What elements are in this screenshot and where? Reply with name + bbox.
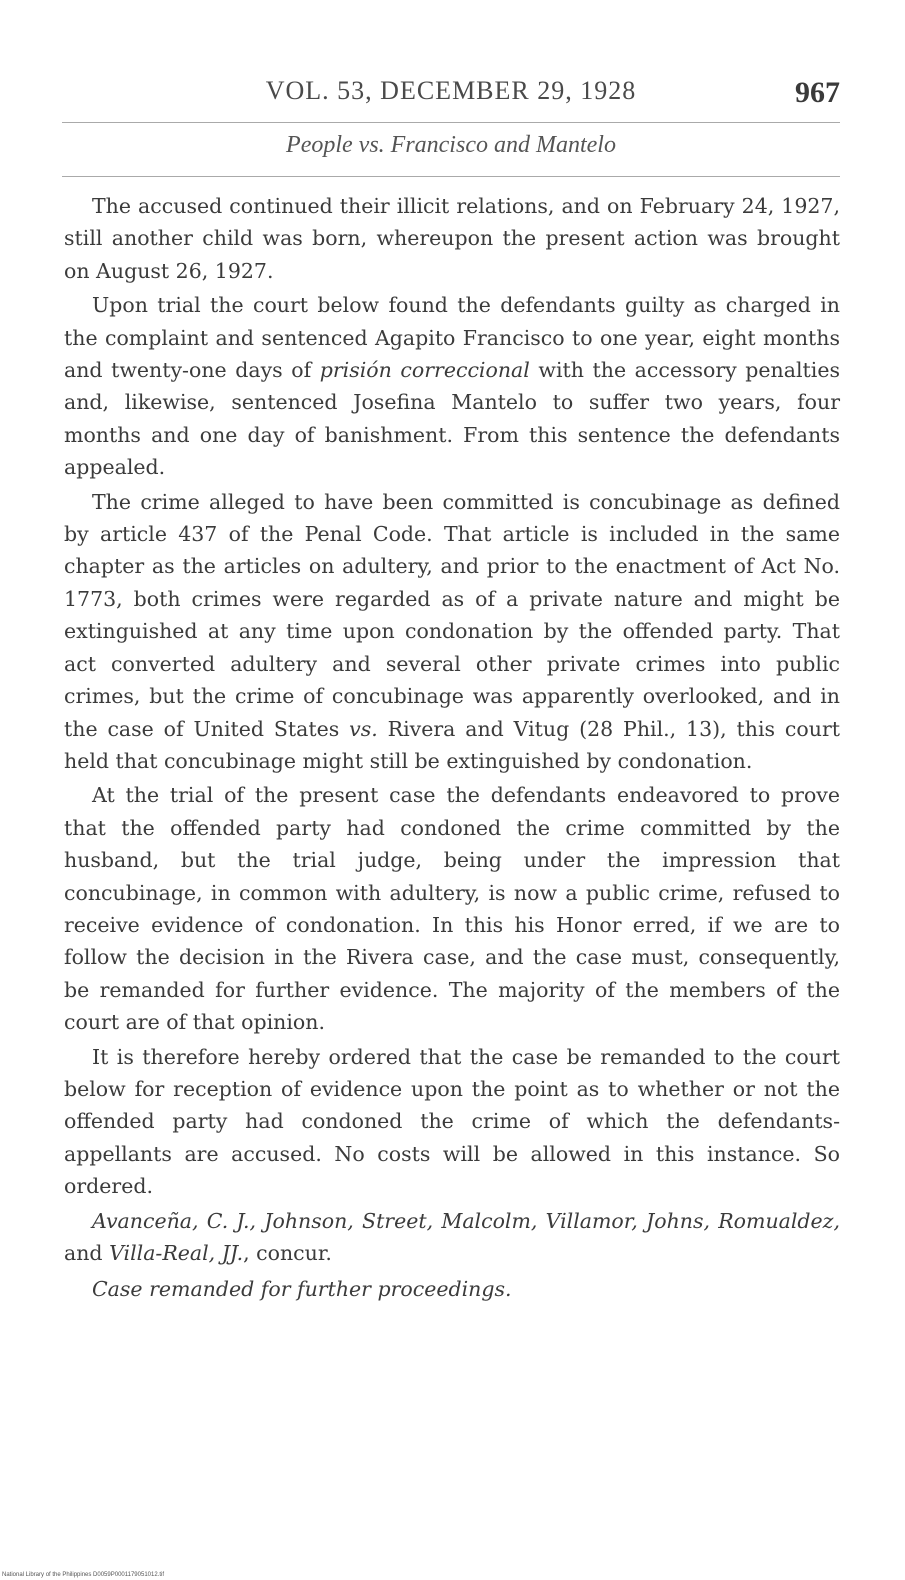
paragraph-3: The crime alleged to have been committed is concubinage as defined by article 437 of the Penal Code. That article is included in the same chapter as the articles on adultery, and prior to the enactment of Act No. 1773, both crimes were regarded as of a private nature and might be extinguished at any time upon condonation by the offended party. That act converted adultery and several other private crimes into public crimes, but the crime of concubinage was apparently overlooked, and in the case of United States vs. Rivera and Vitug (28 Phil., 13), this court held that concubinage might still be extinguished by condonation.: [64, 489, 840, 773]
paragraph-4: At the trial of the present case the defendants endeavored to prove that the offended party had condoned the crime committed by the husband, but the trial judge, being under the impression that concubinage, in common with adultery, is now a public crime, refused to receive evidence of condonation. In this his Honor erred, if we are to follow the decision in the Rivera case, and the case must, consequently, be remanded for further evidence. The majority of the members of the court are of that opinion.: [64, 783, 840, 1035]
concurrence-line: Avanceña, C. J., Johnson, Street, Malcolm, Villamor, Johns, Romualdez, and Villa-Real, JJ., concur.: [64, 1208, 840, 1265]
page-number: 967: [795, 76, 840, 109]
paragraph-2: Upon trial the court below found the defendants guilty as charged in the complaint and sentenced Agapito Francisco to one year, eight months and twenty-one days of prisión correccional with the accessory penalties and, likewise, sentenced Josefina Mantelo to suffer two years, four months and one day of banishment. From this sentence the defendants appealed.: [64, 293, 840, 480]
penalty-term: prisión correccional: [319, 358, 530, 383]
disposition: Case remanded for further proceedings.: [92, 1277, 512, 1302]
archive-footer-stamp: National Library of the Philippines D0059P0001179051012.tif: [2, 1572, 165, 1578]
paragraph-1: The accused continued their illicit relations, and on February 24, 1927, still another child was born, whereupon the present action was brought on August 26, 1927.: [64, 194, 840, 283]
versus-abbrev: vs.: [349, 716, 378, 741]
opinion-body: [64, 190, 840, 1306]
paragraph-5: It is therefore hereby ordered that the case be remanded to the court below for reception of evidence upon the point as to whether or not the offended party had condoned the crime of which the defendants-appellants are accused. No costs will be allowed in this instance. So ordered.: [64, 1044, 840, 1199]
page-header: [62, 76, 840, 116]
justices-list-2: Villa-Real, JJ.: [109, 1241, 244, 1265]
volume-date-line: VOL. 53, DECEMBER 29, 1928: [265, 76, 637, 105]
justices-list-1: Avanceña, C. J., Johnson, Street, Malcolm, Villamor, Johns, Romualdez,: [92, 1208, 840, 1233]
running-title: People vs. Francisco and Mantelo: [286, 132, 616, 158]
header-rule-bottom: [62, 176, 840, 177]
header-rule-top: [62, 122, 840, 123]
